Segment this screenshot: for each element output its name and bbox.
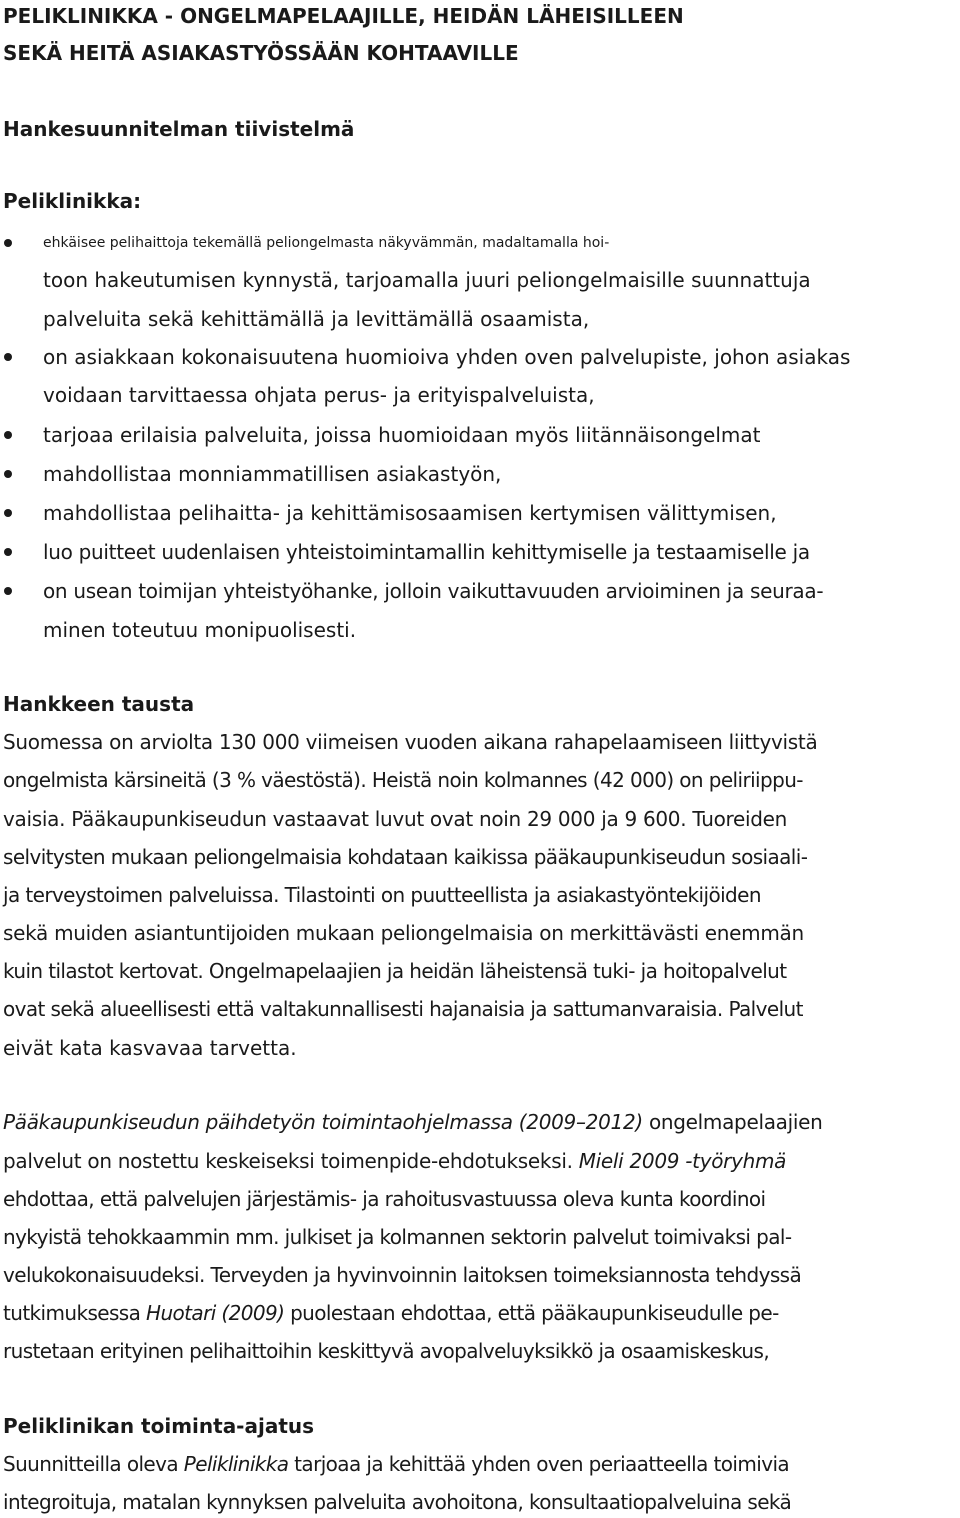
text-line: eivät kata kasvavaa tarvetta. — [3, 1036, 297, 1060]
text-line: vaisia. Pääkaupunkiseudun vastaavat luvut ovat noin 29 000 ja 9 600. Tuoreiden — [3, 807, 788, 831]
text-line: ongelmista kärsineitä (3 % väestöstä). Heistä noin kolmannes (42 000) on peliriippu- — [3, 768, 803, 792]
text-line — [3, 1148, 786, 1174]
bullet-dot-icon — [4, 587, 12, 595]
text-span: tutkimuksessa — [3, 1301, 147, 1325]
bullet-dot-icon — [4, 239, 12, 247]
text-line: kuin tilastot kertovat. Ongelmapelaajien ja heidän läheistensä tuki- ja hoitopalvelut — [3, 959, 787, 983]
italic-reference: Peliklinikka — [183, 1452, 289, 1476]
bullet-1-line-1 — [43, 230, 958, 256]
document-title-line-2: SEKÄ HEITÄ ASIAKASTYÖSSÄÄN KOHTAAVILLE — [3, 41, 519, 65]
text-line: ehdottaa, että palvelujen järjestämis- ja rahoitusvastuussa oleva kunta koordinoi — [3, 1187, 766, 1211]
idea-heading: Peliklinikan toiminta-ajatus — [3, 1414, 315, 1438]
bullet-2-line-2: voidaan tarvittaessa ohjata perus- ja erityispalveluista, — [43, 383, 595, 407]
bullet-4-line-1: mahdollistaa monniammatillisen asiakastyön, — [43, 462, 502, 486]
italic-reference: Huotari (2009) — [146, 1301, 285, 1325]
italic-reference: Pääkaupunkiseudun päihdetyön toimintaohjelmassa (2009–2012) — [3, 1110, 643, 1134]
bullet-dot-icon — [4, 353, 12, 361]
text-line: ovat sekä alueellisesti että valtakunnallisesti hajanaisia ja sattumanvaraisia. Palvelut — [3, 997, 803, 1021]
bullet-7-line-2: minen toteutuu monipuolisesti. — [43, 618, 357, 642]
text-line — [3, 1451, 789, 1477]
text-line: nykyistä tehokkaammin mm. julkiset ja kolmannen sektorin palvelut toimivaksi pal- — [3, 1225, 792, 1249]
text-span: ongelmapelaajien — [642, 1110, 823, 1134]
peliklinikka-label: Peliklinikka: — [3, 189, 142, 213]
text-line: Suomessa on arviolta 130 000 viimeisen vuoden aikana rahapelaamiseen liittyvistä — [3, 730, 818, 754]
bullet-5-line-1: mahdollistaa pelihaitta- ja kehittämisosaamisen kertymisen välittymisen, — [43, 501, 777, 525]
bullet-3-line-1: tarjoaa erilaisia palveluita, joissa huomioidaan myös liitännäisongelmat — [43, 423, 761, 447]
text-span: palvelut on nostettu keskeiseksi toimenpide-ehdotukseksi. — [3, 1149, 579, 1173]
text-span: Suunnitteilla oleva — [3, 1452, 184, 1476]
bullet-dot-icon — [4, 431, 12, 439]
document-title-line-1: PELIKLINIKKA - ONGELMAPELAAJILLE, HEIDÄN LÄHEISILLEEN — [3, 4, 684, 28]
bullet-1-line-3: palveluita sekä kehittämällä ja levittämällä osaamista, — [43, 307, 590, 331]
bullet-6-line-1: luo puitteet uudenlaisen yhteistoimintamallin kehittymiselle ja testaamiselle ja — [43, 540, 810, 564]
bullet-7-line-1: on usean toimijan yhteistyöhanke, jolloin vaikuttavuuden arvioiminen ja seuraa- — [43, 579, 824, 603]
text-line: velukokonaisuudeksi. Terveyden ja hyvinvoinnin laitoksen toimeksiannosta tehdyssä — [3, 1263, 802, 1287]
text-span: tarjoaa ja kehittää yhden oven periaatteella toimivia — [288, 1452, 790, 1476]
text-line: selvitysten mukaan peliongelmaisia kohdataan kaikissa pääkaupunkiseudun sosiaali- — [3, 845, 808, 869]
text-line — [3, 1300, 779, 1326]
text-line: ja terveystoimen palveluissa. Tilastointi on puutteellista ja asiakastyöntekijöiden — [3, 883, 761, 907]
bullet-2-line-1: on asiakkaan kokonaisuutena huomioiva yhden oven palvelupiste, johon asiakas — [43, 345, 851, 369]
summary-heading: Hankesuunnitelman tiivistelmä — [3, 117, 355, 141]
background-heading: Hankkeen tausta — [3, 692, 195, 716]
italic-reference: Mieli 2009 -työryhmä — [578, 1149, 787, 1173]
bullet-1-line-2: toon hakeutumisen kynnystä, tarjoamalla juuri peliongelmaisille suunnattuja — [43, 268, 811, 292]
text-line: rustetaan erityinen pelihaittoihin keskittyvä avopalveluyksikkö ja osaamiskeskus, — [3, 1339, 770, 1363]
bullet-text: ehkäisee pelihaittoja tekemällä peliongelmasta näkyvämmän, madaltamalla hoi- — [43, 235, 610, 251]
bullet-dot-icon — [4, 509, 12, 517]
bullet-dot-icon — [4, 470, 12, 478]
text-line: sekä muiden asiantuntijoiden mukaan peliongelmaisia on merkittävästi enemmän — [3, 921, 804, 945]
text-line: integroituja, matalan kynnyksen palveluita avohoitona, konsultaatiopalveluina sekä — [3, 1490, 792, 1514]
bullet-dot-icon — [4, 548, 12, 556]
text-span: puolestaan ehdottaa, että pääkaupunkiseudulle pe- — [284, 1301, 779, 1325]
text-line — [3, 1109, 823, 1135]
